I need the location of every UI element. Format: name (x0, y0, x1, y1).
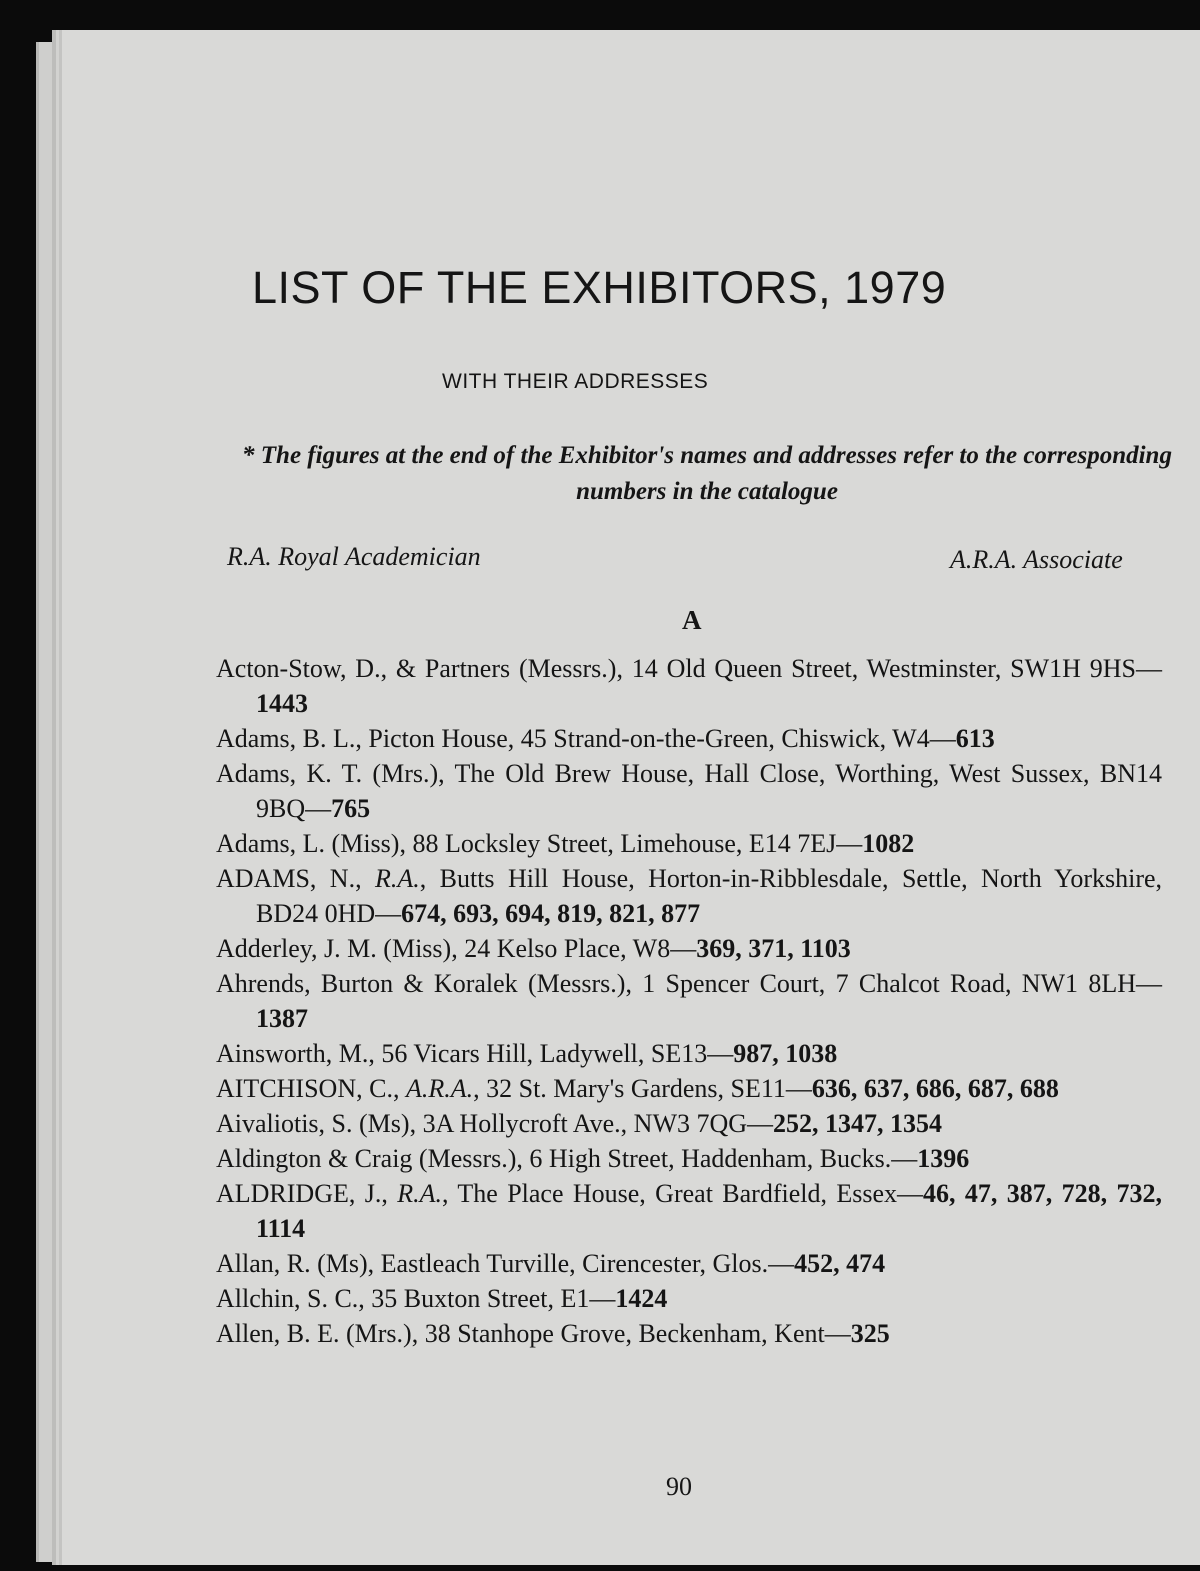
exhibitor-address: , 24 Kelso Place, W8 (451, 934, 671, 963)
exhibitor-name: Allchin, S. C. (216, 1284, 359, 1313)
exhibitor-name: Adderley, J. M. (Miss) (216, 934, 452, 963)
exhibitor-name: ADAMS, N. (216, 864, 356, 893)
exhibitor-entry: ADAMS, N., R.A., Butts Hill House, Horton-in-Ribblesdale, Settle, North Yorkshire, BD24 0HD—674, 693, 694, 819, 821, 877 (216, 864, 1163, 928)
exhibitor-entry: ALDRIDGE, J., R.A., The Place House, Great Bardfield, Essex—46, 47, 387, 728, 732, 1114 (216, 1179, 1162, 1243)
exhibitor-rank: A.R.A. (405, 1074, 474, 1103)
exhibitor-name: Ahrends, Burton & Koralek (Messrs.) (216, 969, 626, 998)
catalogue-numbers: 1082 (862, 829, 915, 858)
exhibitor-address: , 38 Stanhope Grove, Beckenham, Kent (411, 1319, 825, 1348)
catalogue-numbers: 252, 1347, 1354 (773, 1109, 943, 1138)
catalogue-numbers: 1443 (256, 689, 308, 718)
catalogue-numbers: 452, 474 (794, 1249, 886, 1278)
exhibitor-entry: Aldington & Craig (Messrs.), 6 High Street, Haddenham, Bucks.—1396 (216, 1144, 970, 1173)
exhibitor-name: Adams, L. (Miss) (216, 829, 400, 858)
catalogue-numbers: 987, 1038 (733, 1039, 838, 1068)
catalogue-numbers: 1424 (615, 1284, 668, 1313)
exhibitor-entry: Ainsworth, M., 56 Vicars Hill, Ladywell, SE13—987, 1038 (216, 1039, 838, 1068)
exhibitor-name: Allen, B. E. (Mrs.) (216, 1319, 412, 1348)
page-number: 90 (666, 1472, 692, 1501)
exhibitor-address: , 1 Spencer Court, 7 Chalcot Road, NW1 8LH (625, 969, 1137, 998)
catalogue-numbers: 369, 371, 1103 (696, 934, 851, 963)
catalogue-note: * The figures at the end of the Exhibitor's names and addresses refer to the corresponding numbers in the catalogue (242, 442, 1172, 505)
exhibitor-entry: AITCHISON, C., A.R.A., 32 St. Mary's Gardens, SE11—636, 637, 686, 687, 688 (216, 1074, 1059, 1103)
exhibitor-address: , 56 Vicars Hill, Ladywell, SE13 (368, 1039, 708, 1068)
catalogue-numbers: 325 (850, 1319, 890, 1348)
catalogue-numbers: 636, 637, 686, 687, 688 (811, 1074, 1059, 1103)
catalogue-numbers: 1396 (917, 1144, 970, 1173)
exhibitor-entry: Allchin, S. C., 35 Buxton Street, E1—1424 (216, 1284, 668, 1313)
exhibitor-name: Aldington & Craig (Messrs.) (216, 1144, 517, 1173)
exhibitor-entry: Adams, L. (Miss), 88 Locksley Street, Limehouse, E14 7EJ—1082 (216, 829, 915, 858)
exhibitor-name: Allan, R. (Ms) (216, 1249, 368, 1278)
catalogue-numbers: 674, 693, 694, 819, 821, 877 (401, 899, 701, 928)
exhibitor-address: , 32 St. Mary's Gardens, SE11 (473, 1074, 786, 1103)
exhibitor-address: , The Place House, Great Bardfield, Essex (442, 1179, 897, 1208)
exhibitor-name: Aivaliotis, S. (Ms) (216, 1109, 410, 1138)
exhibitor-address: , Eastleach Turville, Cirencester, Glos. (367, 1249, 769, 1278)
exhibitor-entry: Ahrends, Burton & Koralek (Messrs.), 1 Spencer Court, 7 Chalcot Road, NW1 8LH—1387 (216, 969, 1163, 1033)
exhibitor-name: Acton-Stow, D., & Partners (Messrs.) (216, 654, 617, 683)
catalogue-numbers: 46, 47, 387, 728, 732, 1114 (256, 1179, 1162, 1243)
exhibitor-name: AITCHISON, C. (216, 1074, 393, 1103)
catalogue-numbers: 765 (331, 794, 371, 823)
exhibitor-name: Adams, K. T. (Mrs.) (216, 759, 439, 788)
abbreviation-ra: R.A. Royal Academician (227, 542, 481, 571)
exhibitor-address: , Butts Hill House, Horton-in-Ribblesdale, Settle, North Yorkshire, BD24 0HD (256, 864, 1163, 928)
exhibitor-entry: Allan, R. (Ms), Eastleach Turville, Cirencester, Glos.—452, 474 (216, 1249, 886, 1278)
exhibitor-name: ALDRIDGE, J. (216, 1179, 382, 1208)
exhibitor-entry: Adderley, J. M. (Miss), 24 Kelso Place, W8—369, 371, 1103 (216, 934, 851, 963)
exhibitor-list (216, 651, 1162, 1351)
exhibitor-entry: Allen, B. E. (Mrs.), 38 Stanhope Grove, Beckenham, Kent—325 (216, 1319, 890, 1348)
catalogue-numbers: 613 (955, 724, 995, 753)
exhibitor-name: Adams, B. L. (216, 724, 356, 753)
abbreviation-ara: A.R.A. Associate (950, 545, 1123, 574)
exhibitor-address: , 35 Buxton Street, E1 (358, 1284, 590, 1313)
page-title: LIST OF THE EXHIBITORS, 1979 (252, 262, 947, 313)
book-page (62, 30, 1200, 1565)
section-letter: A (682, 605, 702, 635)
exhibitor-entry: Adams, B. L., Picton House, 45 Strand-on-the-Green, Chiswick, W4—613 (216, 724, 995, 753)
exhibitor-entry: Adams, K. T. (Mrs.), The Old Brew House, Hall Close, Worthing, West Sussex, BN14 9BQ—765 (216, 759, 1162, 823)
page-subtitle: WITH THEIR ADDRESSES (442, 370, 709, 393)
exhibitor-rank: R.A. (397, 1179, 442, 1208)
exhibitor-address: , Picton House, 45 Strand-on-the-Green, Chiswick, W4 (355, 724, 930, 753)
exhibitor-address: , 14 Old Queen Street, Westminster, SW1H 9HS (616, 654, 1136, 683)
exhibitor-address: , 6 High Street, Haddenham, Bucks. (516, 1144, 892, 1173)
exhibitor-address: , The Old Brew House, Hall Close, Worthing, West Sussex, BN14 9BQ (256, 759, 1162, 823)
exhibitor-address: , 88 Locksley Street, Limehouse, E14 7EJ (399, 829, 837, 858)
exhibitor-entry: Acton-Stow, D., & Partners (Messrs.), 14 Old Queen Street, Westminster, SW1H 9HS—1443 (216, 654, 1162, 718)
exhibitor-address: , 3A Hollycroft Ave., NW3 7QG (409, 1109, 748, 1138)
exhibitor-rank: R.A. (374, 864, 420, 893)
exhibitor-entry: Aivaliotis, S. (Ms), 3A Hollycroft Ave., NW3 7QG—252, 1347, 1354 (216, 1109, 943, 1138)
catalogue-numbers: 1387 (256, 1004, 308, 1033)
exhibitor-name: Ainsworth, M. (216, 1039, 369, 1068)
